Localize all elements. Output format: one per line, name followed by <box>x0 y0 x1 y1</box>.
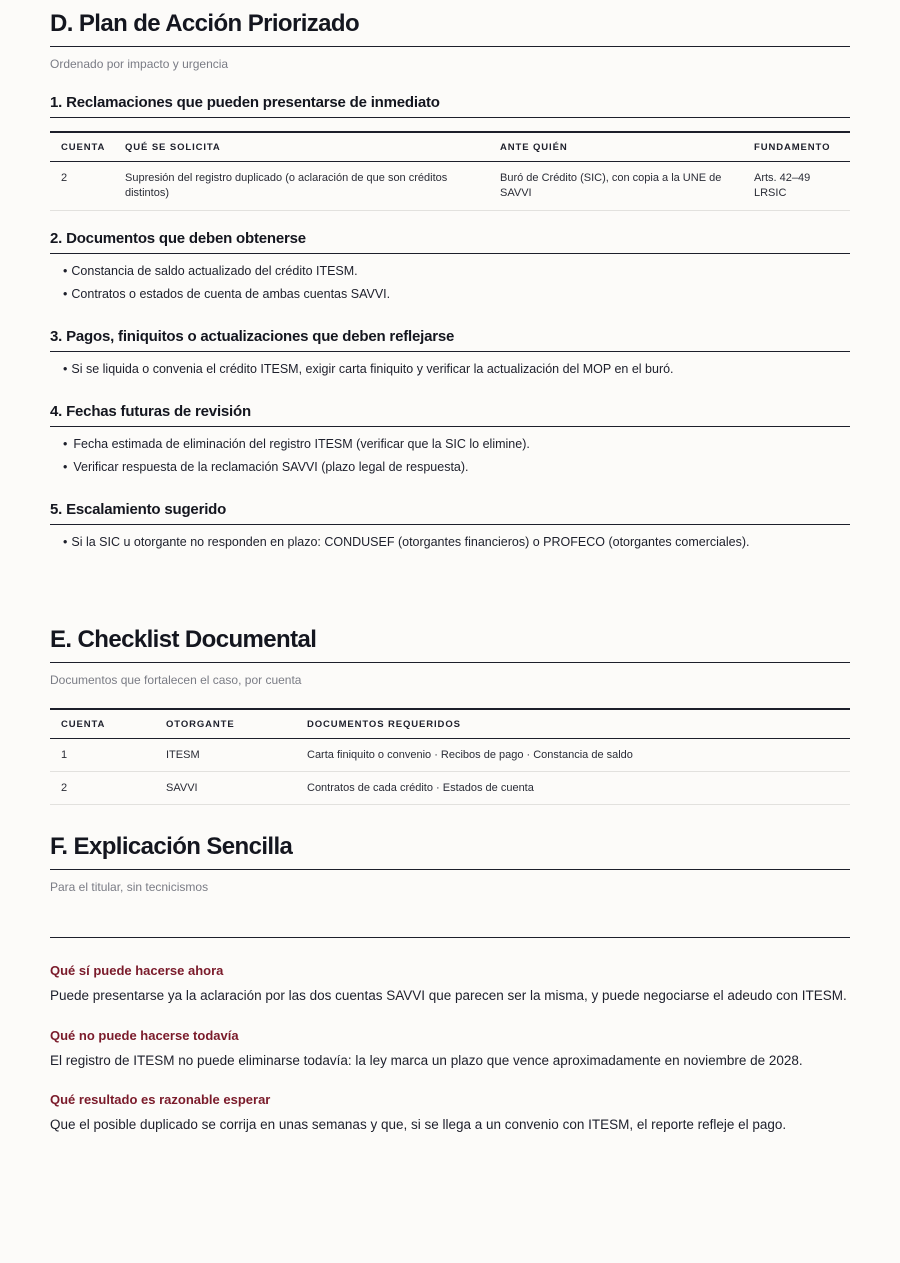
cell-cuenta: 2 <box>50 162 114 211</box>
cell-documentos: Carta finiquito o convenio · Recibos de pago · Constancia de saldo <box>296 739 850 772</box>
list-item: • Si se liquida o convenia el crédito ITESM, exigir carta finiquito y verificar la actualización del MOP en el buró. <box>63 358 850 381</box>
list-item: • Fecha estimada de eliminación del registro ITESM (verificar que la SIC lo elimine). <box>63 433 850 456</box>
explanation-block-now <box>50 963 850 1003</box>
column-header: QUÉ SE SOLICITA <box>114 132 489 162</box>
section-f-subtitle: Para el titular, sin tecnicismos <box>50 880 209 894</box>
review-dates-list <box>50 433 850 479</box>
subsection-d2 <box>50 230 850 306</box>
checklist-table <box>50 708 850 805</box>
list-item: • Constancia de saldo actualizado del crédito ITESM. <box>63 260 850 283</box>
claims-table-wrapper <box>50 131 850 211</box>
subsection-d3-title: 3. Pagos, finiquitos o actualizaciones que deben reflejarse <box>50 328 850 352</box>
cell-solicita: Supresión del registro duplicado (o aclaración de que son créditos distintos) <box>114 162 489 211</box>
cell-ante-quien: Buró de Crédito (SIC), con copia a la UNE de SAVVI <box>489 162 743 211</box>
table-row <box>50 162 850 211</box>
list-item: • Si la SIC u otorgante no responden en plazo: CONDUSEF (otorgantes financieros) o PROFECO (otorgantes comerciales). <box>63 531 850 554</box>
list-item: • Contratos o estados de cuenta de ambas cuentas SAVVI. <box>63 283 850 306</box>
explanation-block-not-yet <box>50 1028 850 1068</box>
column-header: OTORGANTE <box>155 709 296 739</box>
subsection-d2-title: 2. Documentos que deben obtenerse <box>50 230 850 254</box>
subsection-d5-title: 5. Escalamiento sugerido <box>50 501 850 525</box>
cell-documentos: Contratos de cada crédito · Estados de cuenta <box>296 772 850 805</box>
explanation-heading: Qué sí puede hacerse ahora <box>50 963 224 978</box>
cell-fundamento: Arts. 42–49 LRSIC <box>743 162 850 211</box>
column-header: CUENTA <box>50 709 155 739</box>
section-d-title: D. Plan de Acción Priorizado <box>50 10 850 47</box>
section-d <box>50 10 850 71</box>
subsection-d1-title: 1. Reclamaciones que pueden presentarse de inmediato <box>50 94 850 118</box>
payments-list <box>50 358 850 381</box>
explanation-heading: Qué no puede hacerse todavía <box>50 1028 239 1043</box>
claims-table <box>50 131 850 211</box>
section-e-title: E. Checklist Documental <box>50 626 850 663</box>
section-f-title: F. Explicación Sencilla <box>50 833 850 870</box>
column-header: FUNDAMENTO <box>743 132 850 162</box>
escalation-list <box>50 531 850 554</box>
subsection-d1 <box>50 94 850 118</box>
cell-otorgante: ITESM <box>155 739 296 772</box>
documents-list <box>50 260 850 306</box>
table-row <box>50 739 850 772</box>
cell-otorgante: SAVVI <box>155 772 296 805</box>
section-d-subtitle: Ordenado por impacto y urgencia <box>50 57 229 71</box>
explanation-text: El registro de ITESM no puede eliminarse todavía: la ley marca un plazo que vence aproximadamente en noviembre de 2028. <box>50 1053 803 1068</box>
column-header: ANTE QUIÉN <box>489 132 743 162</box>
section-e-subtitle: Documentos que fortalecen el caso, por cuenta <box>50 673 302 687</box>
explanation-text: Que el posible duplicado se corrija en unas semanas y que, si se llega a un convenio con ITESM, el reporte refleje el pago. <box>50 1117 787 1132</box>
column-header: DOCUMENTOS REQUERIDOS <box>296 709 850 739</box>
table-row <box>50 772 850 805</box>
explanation-text: Puede presentarse ya la aclaración por las dos cuentas SAVVI que parecen ser la misma, y puede negociarse el adeudo con ITESM. <box>50 988 847 1003</box>
claims-table-header <box>50 132 850 162</box>
subsection-d3 <box>50 328 850 381</box>
list-item: • Verificar respuesta de la reclamación SAVVI (plazo legal de respuesta). <box>63 456 850 479</box>
checklist-table-wrapper <box>50 708 850 805</box>
subsection-d5 <box>50 501 850 554</box>
cell-cuenta: 2 <box>50 772 155 805</box>
section-f-divider <box>50 937 850 938</box>
cell-cuenta: 1 <box>50 739 155 772</box>
subsection-d4-title: 4. Fechas futuras de revisión <box>50 403 850 427</box>
checklist-table-header <box>50 709 850 739</box>
section-f <box>50 833 850 894</box>
explanation-block-expected <box>50 1092 850 1132</box>
explanation-heading: Qué resultado es razonable esperar <box>50 1092 271 1107</box>
column-header: CUENTA <box>50 132 114 162</box>
subsection-d4 <box>50 403 850 479</box>
section-e <box>50 626 850 687</box>
